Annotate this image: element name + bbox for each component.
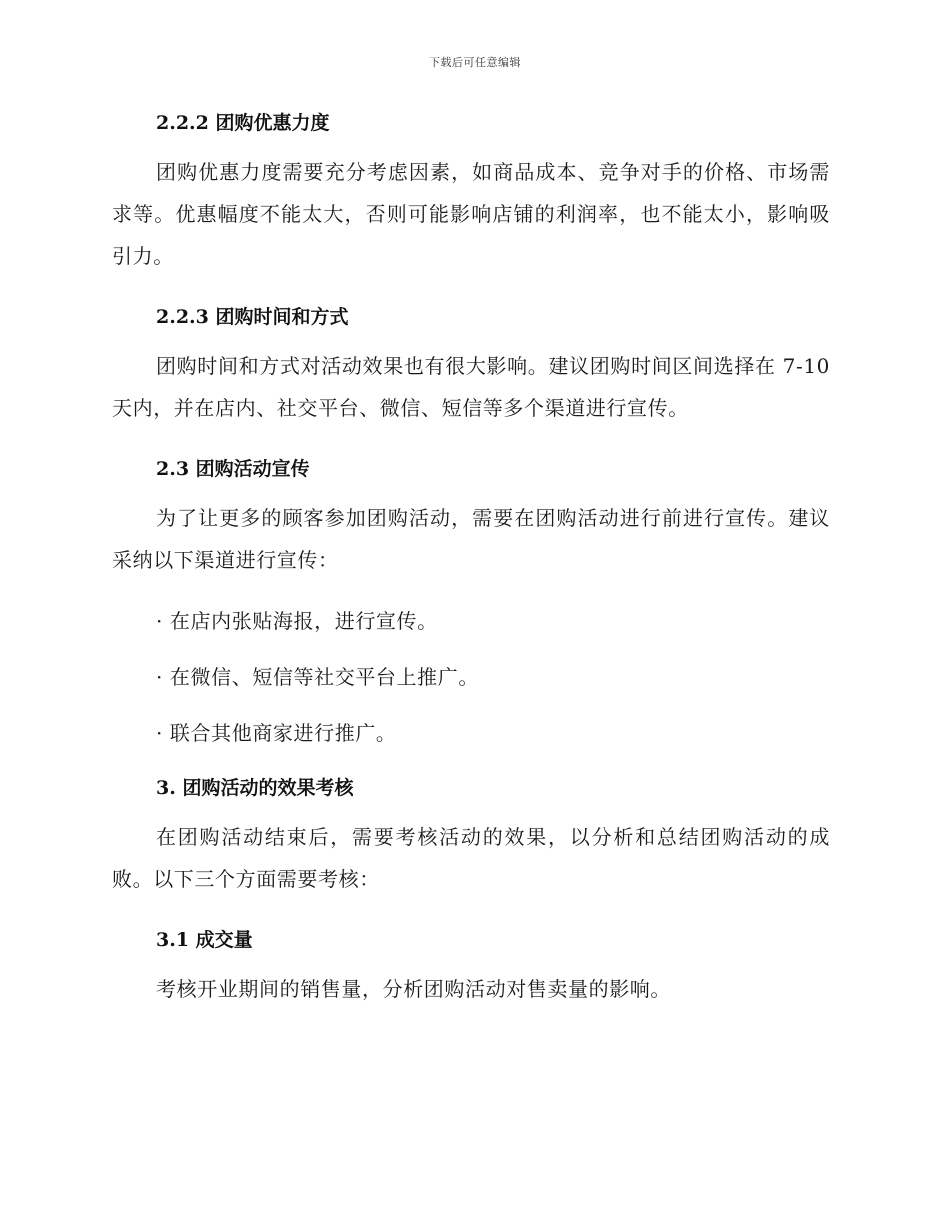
heading-2-2-3: 2.2.3 团购时间和方式	[156, 306, 349, 328]
paragraph-time-and-method: 团购时间和方式对活动效果也有很大影响。建议团购时间区间选择在 7-10 天内，并在店内、社交平台、微信、短信等多个渠道进行宣传。	[112, 354, 830, 420]
paragraph-promotion: 为了让更多的顾客参加团购活动，需要在团购活动进行前进行宣传。建议采纳以下渠道进行宣传：	[112, 506, 830, 572]
heading-3: 3. 团购活动的效果考核	[156, 777, 354, 799]
bullet-item: · 在微信、短信等社交平台上推广。	[156, 665, 479, 689]
header-note: 下载后可任意编辑	[429, 56, 521, 69]
paragraph-sales-volume: 考核开业期间的销售量，分析团购活动对售卖量的影响。	[156, 977, 671, 1001]
document-body	[112, 108, 830, 1010]
paragraph-discount-strength: 团购优惠力度需要充分考虑因素，如商品成本、竞争对手的价格、市场需求等。优惠幅度不能太大，否则可能影响店铺的利润率，也不能太小，影响吸引力。	[112, 160, 830, 268]
bullet-item: · 在店内张贴海报，进行宣传。	[156, 609, 438, 633]
bullet-item: · 联合其他商家进行推广。	[156, 721, 397, 745]
paragraph-evaluation: 在团购活动结束后，需要考核活动的效果，以分析和总结团购活动的成败。以下三个方面需要考核：	[112, 825, 830, 891]
heading-3-1: 3.1 成交量	[156, 929, 253, 951]
heading-2-2-2: 2.2.2 团购优惠力度	[156, 112, 330, 134]
heading-2-3: 2.3 团购活动宣传	[156, 458, 310, 480]
